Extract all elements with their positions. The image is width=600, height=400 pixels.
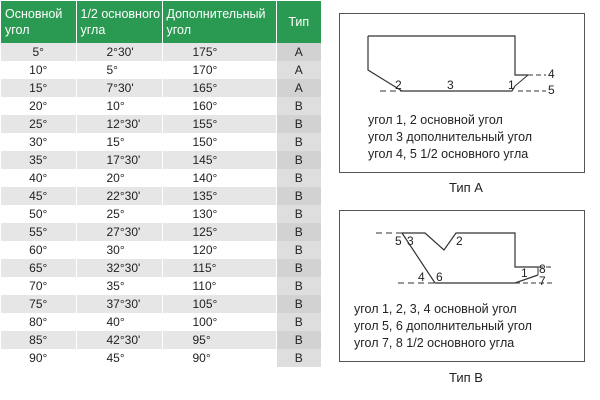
extra-angle-cell: 110° (162, 277, 276, 295)
legend-a-line-3: угол 4, 5 1/2 основного угла (368, 147, 529, 161)
type-cell: A (276, 61, 321, 79)
table-row (1, 43, 321, 61)
extra-angle-cell: 150° (162, 133, 276, 151)
main-angle-cell: 80° (1, 313, 76, 331)
angle-label-b-7: 7 (539, 274, 546, 288)
main-angle-cell: 75° (1, 295, 76, 313)
half-angle-cell: 45° (76, 349, 162, 367)
type-cell: B (276, 133, 321, 151)
table-row (1, 259, 321, 277)
half-angle-cell: 12°30' (76, 115, 162, 133)
table-row (1, 79, 321, 97)
half-angle-cell: 20° (76, 169, 162, 187)
angle-label-b-3: 3 (407, 234, 414, 248)
main-angle-cell: 10° (1, 61, 76, 79)
main-angle-cell: 90° (1, 349, 76, 367)
half-angle-cell: 15° (76, 133, 162, 151)
type-cell: B (276, 295, 321, 313)
extra-angle-cell: 160° (162, 97, 276, 115)
header-extra-angle: Дополнительный угол (162, 1, 276, 43)
angle-label-a-2: 2 (395, 78, 402, 92)
type-cell: A (276, 79, 321, 97)
half-angle-cell: 30° (76, 241, 162, 259)
extra-angle-cell: 145° (162, 151, 276, 169)
table-row (1, 61, 321, 79)
type-cell: B (276, 187, 321, 205)
header-type: Тип (276, 1, 321, 43)
table-row (1, 277, 321, 295)
header-main-angle: Основной угол (1, 1, 76, 43)
main-angle-cell: 25° (1, 115, 76, 133)
extra-angle-cell: 105° (162, 295, 276, 313)
angle-label-b-6: 6 (436, 270, 443, 284)
main-angle-cell: 30° (1, 133, 76, 151)
type-cell: B (276, 349, 321, 367)
caption-type-a: Тип А (449, 180, 483, 195)
extra-angle-cell: 115° (162, 259, 276, 277)
extra-angle-cell: 170° (162, 61, 276, 79)
main-angle-cell: 60° (1, 241, 76, 259)
type-cell: B (276, 169, 321, 187)
angle-label-a-3: 3 (447, 78, 454, 92)
table-row (1, 241, 321, 259)
type-cell: B (276, 151, 321, 169)
main-angle-cell: 85° (1, 331, 76, 349)
table-row (1, 223, 321, 241)
table-row (1, 295, 321, 313)
bevel-a (515, 75, 528, 86)
table-body (1, 43, 321, 367)
type-cell: B (276, 313, 321, 331)
half-angle-cell: 7°30' (76, 79, 162, 97)
legend-a-line-1: угол 1, 2 основной угол (368, 113, 503, 127)
caption-type-b: Тип В (449, 370, 483, 385)
main-angle-cell: 50° (1, 205, 76, 223)
half-angle-cell: 27°30' (76, 223, 162, 241)
type-cell: B (276, 241, 321, 259)
table-row (1, 187, 321, 205)
type-cell: B (276, 205, 321, 223)
main-angle-cell: 70° (1, 277, 76, 295)
table-row (1, 97, 321, 115)
header-half-angle: 1/2 основного угла (76, 1, 162, 43)
angle-label-b-1: 1 (521, 266, 528, 280)
table-row (1, 313, 321, 331)
diagram-type-a (339, 13, 585, 173)
extra-angle-cell: 165° (162, 79, 276, 97)
type-cell: B (276, 223, 321, 241)
table-row (1, 169, 321, 187)
table-row (1, 115, 321, 133)
type-cell: B (276, 115, 321, 133)
extra-angle-cell: 95° (162, 331, 276, 349)
type-cell: A (276, 43, 321, 61)
table-row (1, 133, 321, 151)
extra-angle-cell: 140° (162, 169, 276, 187)
angle-label-b-8: 8 (539, 262, 546, 276)
half-angle-cell: 40° (76, 313, 162, 331)
half-angle-cell: 32°30' (76, 259, 162, 277)
main-angle-cell: 65° (1, 259, 76, 277)
main-angle-cell: 5° (1, 43, 76, 61)
main-angle-cell: 40° (1, 169, 76, 187)
half-angle-cell: 5° (76, 61, 162, 79)
legend-type-b (354, 301, 532, 352)
extra-angle-cell: 100° (162, 313, 276, 331)
type-cell: B (276, 259, 321, 277)
legend-a-line-2: угол 3 дополнительный угол (368, 130, 533, 144)
legend-b-line-2: угол 5, 6 дополнительный угол (354, 319, 532, 333)
angle-table (1, 1, 321, 367)
angle-label-b-4: 4 (418, 270, 425, 284)
extra-angle-cell: 130° (162, 205, 276, 223)
legend-b-line-3: угол 7, 8 1/2 основного угла (354, 336, 515, 350)
half-angle-cell: 17°30' (76, 151, 162, 169)
angle-label-b-5: 5 (395, 234, 402, 248)
half-angle-cell: 25° (76, 205, 162, 223)
angle-label-a-4: 4 (548, 67, 555, 81)
half-angle-cell: 35° (76, 277, 162, 295)
half-angle-cell: 42°30' (76, 331, 162, 349)
main-angle-cell: 55° (1, 223, 76, 241)
extra-angle-cell: 135° (162, 187, 276, 205)
table-row (1, 205, 321, 223)
extra-angle-cell: 120° (162, 241, 276, 259)
angle-label-b-2: 2 (456, 234, 463, 248)
table-row (1, 151, 321, 169)
extra-angle-cell: 155° (162, 115, 276, 133)
half-angle-cell: 2°30' (76, 43, 162, 61)
main-angle-cell: 35° (1, 151, 76, 169)
main-angle-cell: 15° (1, 79, 76, 97)
legend-type-a (368, 112, 532, 163)
angle-label-a-1: 1 (508, 78, 515, 92)
half-angle-cell: 37°30' (76, 295, 162, 313)
type-cell: B (276, 331, 321, 349)
profile-a-outline (368, 36, 528, 75)
angle-label-a-5: 5 (548, 83, 555, 97)
extra-angle-cell: 175° (162, 43, 276, 61)
profile-a-outline-bottom (368, 36, 515, 91)
profile-b-outline-top (402, 233, 538, 267)
type-cell: B (276, 97, 321, 115)
type-cell: B (276, 277, 321, 295)
main-angle-cell: 20° (1, 97, 76, 115)
main-angle-cell: 45° (1, 187, 76, 205)
extra-angle-cell: 90° (162, 349, 276, 367)
diagram-type-b (339, 210, 585, 362)
table-header-row (1, 1, 321, 43)
legend-b-line-1: угол 1, 2, 3, 4 основной угол (354, 302, 517, 316)
half-angle-cell: 22°30' (76, 187, 162, 205)
table-row (1, 349, 321, 367)
half-angle-cell: 10° (76, 97, 162, 115)
extra-angle-cell: 125° (162, 223, 276, 241)
table-row (1, 331, 321, 349)
